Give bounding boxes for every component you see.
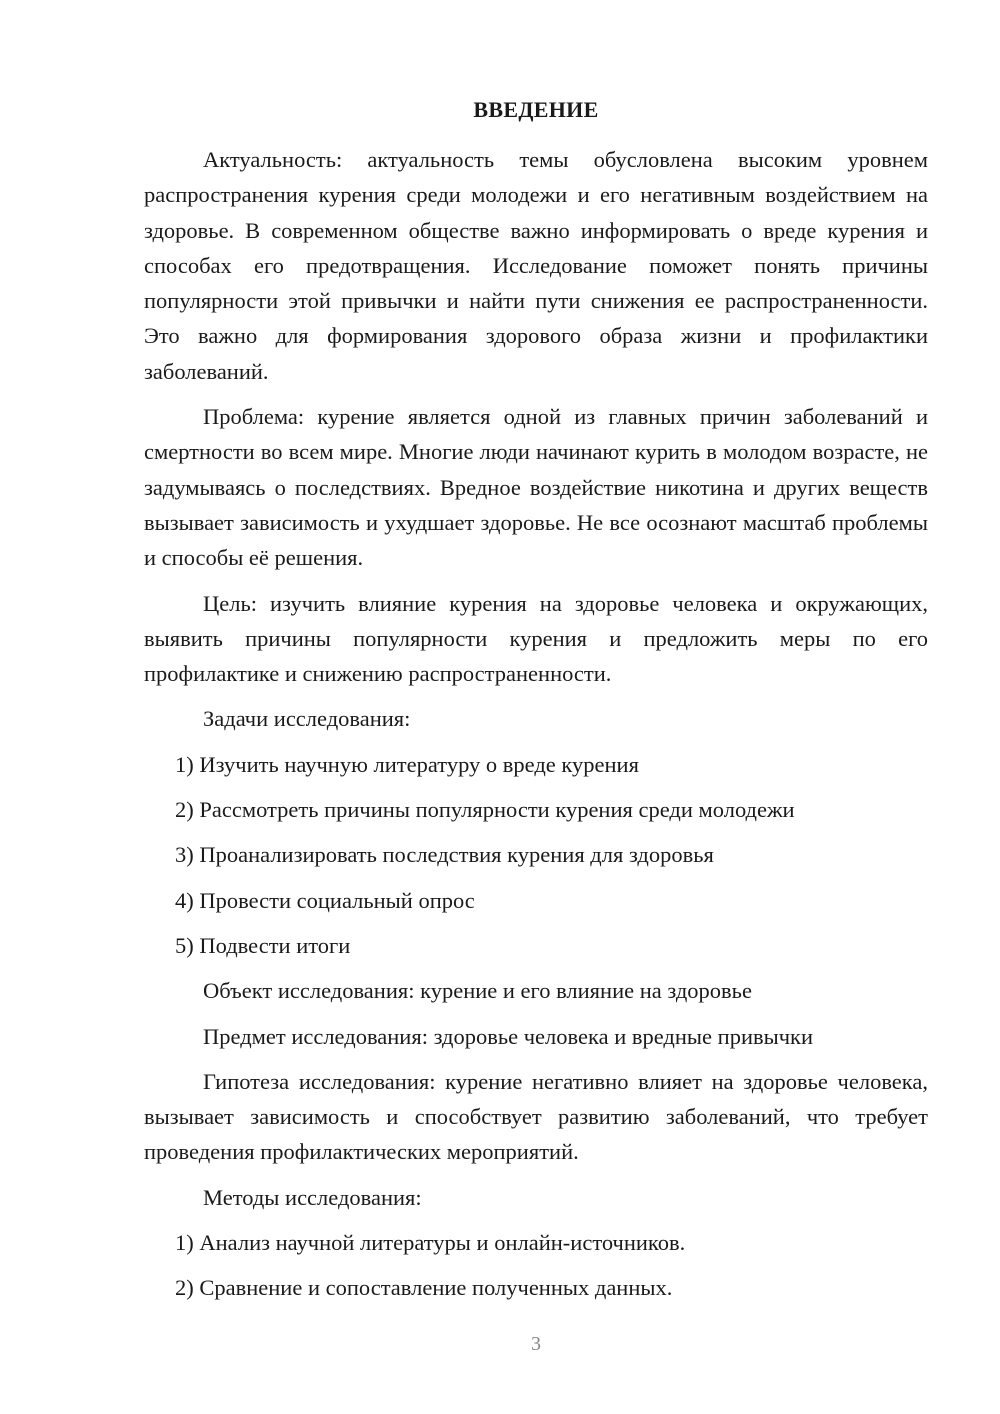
methods-list	[144, 1225, 928, 1306]
tasks-heading: Задачи исследования:	[203, 706, 411, 732]
list-item: 3) Проанализировать последствия курения для здоровья	[175, 842, 714, 868]
list-item: 4) Провести социальный опрос	[175, 887, 475, 913]
paragraph-relevance: Актуальность: актуальность темы обусловлена высоким уровнем распространения курения среди молодежи и его негативным воздействием на здоровье. В современном обществе важно информировать о вреде курения и способах его предотвращения. Исследование поможет понять причины популярности этой привычки и найти пути снижения ее распространенности. Это важно для формирования здорового образа жизни и профилактики заболеваний.	[144, 147, 928, 384]
list-item: 2) Рассмотреть причины популярности курения среди молодежи	[175, 797, 795, 823]
methods-heading: Методы исследования:	[203, 1184, 422, 1210]
list-item: 5) Подвести итоги	[175, 932, 351, 958]
paragraph-subject: Предмет исследования: здоровье человека и вредные привычки	[203, 1023, 814, 1049]
list-item: 1) Изучить научную литературу о вреде курения	[175, 751, 639, 777]
paragraph-problem: Проблема: курение является одной из главных причин заболеваний и смертности во всем мире. Многие люди начинают курить в молодом возрасте, не задумываясь о последствиях. Вредное воздействие никотина и других веществ вызывает зависимость и ухудшает здоровье. Не все осознают масштаб проблемы и способы её решения.	[144, 404, 928, 571]
page-title: ВВЕДЕНИЕ	[473, 97, 599, 122]
page-number: 3	[531, 1333, 541, 1355]
list-item: 1) Анализ научной литературы и онлайн-источников.	[175, 1230, 686, 1256]
paragraph-object: Объект исследования: курение и его влияние на здоровье	[203, 978, 752, 1004]
paragraph-hypothesis: Гипотеза исследования: курение негативно влияет на здоровье человека, вызывает зависимость и способствует развитию заболеваний, что требует проведения профилактических мероприятий.	[144, 1068, 928, 1165]
tasks-list	[144, 747, 928, 963]
document-body	[144, 142, 928, 1316]
list-item: 2) Сравнение и сопоставление полученных данных.	[175, 1275, 673, 1301]
paragraph-goal: Цель: изучить влияние курения на здоровье человека и окружающих, выявить причины популярности курения и предложить меры по его профилактике и снижению распространенности.	[144, 590, 928, 687]
